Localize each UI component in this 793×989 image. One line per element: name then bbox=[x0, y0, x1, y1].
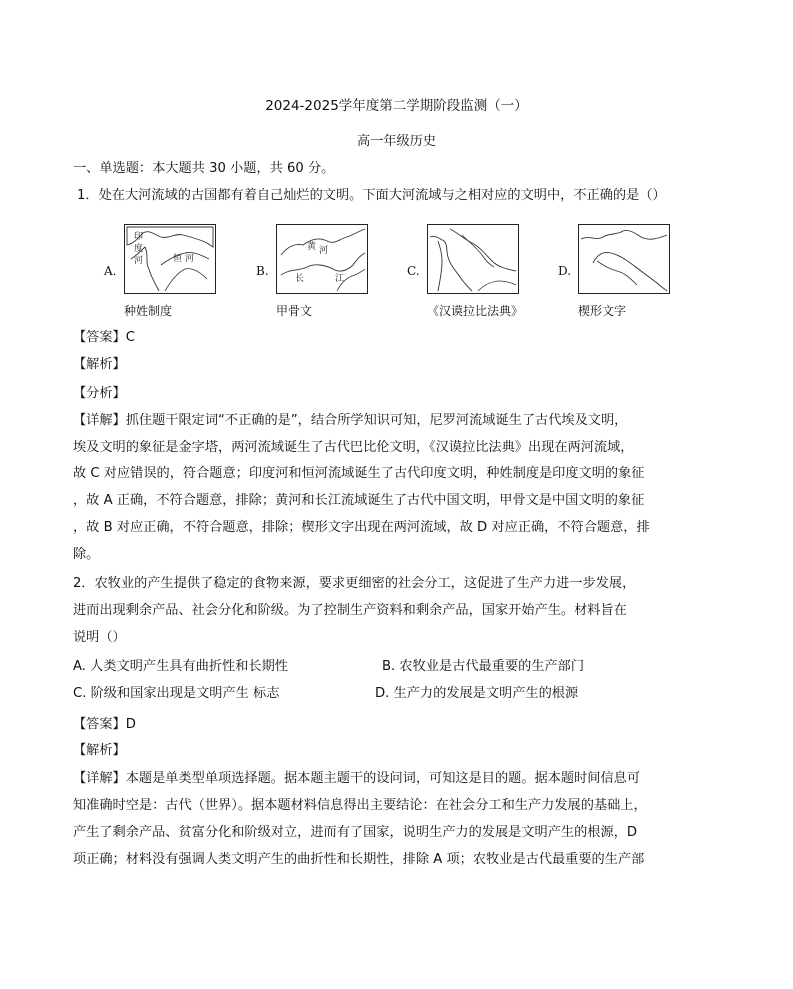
section-heading: 一、单选题：本大题共 30 小题，共 60 分。 bbox=[73, 161, 335, 176]
map-a-label-4: 恒 bbox=[173, 254, 183, 264]
map-a-label-5: 河 bbox=[185, 254, 195, 264]
q1-answer: 【答案】C bbox=[73, 330, 135, 345]
q2-detail-line-4: 项正确；材料没有强调人类文明产生的曲折性和长期性，排除 A 项；农牧业是古代最重要的生产部 bbox=[73, 852, 645, 867]
map-nile bbox=[578, 224, 670, 294]
figure-a-caption: 种姓制度 bbox=[124, 304, 173, 318]
q2-option-d: D. 生产力的发展是文明产生的根源 bbox=[375, 686, 579, 701]
q2-option-a: A. 人类文明产生具有曲折性和长期性 bbox=[73, 659, 288, 674]
q2-option-b: B. 农牧业是古代最重要的生产部门 bbox=[382, 659, 585, 674]
exam-subtitle: 高一年级历史 bbox=[356, 134, 437, 149]
map-b-label-3: 长 bbox=[295, 274, 305, 284]
q2-answer: 【答案】D bbox=[73, 717, 136, 732]
q2-detail-line-1: 【详解】本题是单类型单项选择题。据本题主题干的设问词，可知这是目的题。据本题时间信息可 bbox=[73, 771, 641, 786]
question-2-stem-line-2: 进而出现剩余产品、社会分化和阶级。为了控制生产资料和剩余产品，国家开始产生。材料旨在 bbox=[73, 603, 627, 618]
map-a-label-1: 印 bbox=[134, 232, 144, 242]
figure-d-caption: 楔形文字 bbox=[578, 304, 627, 318]
exam-title: 2024-2025学年度第二学期阶段监测（一） bbox=[265, 98, 528, 114]
q2-detail-line-2: 知准确时空是：古代（世界）。据本题材料信息得出主要结论：在社会分工和生产力发展的基础上， bbox=[73, 798, 647, 813]
q2-option-c: C. 阶级和国家出现是文明产生 标志 bbox=[73, 686, 280, 701]
map-b-label-4: 江 bbox=[335, 274, 345, 284]
q2-detail-line-3: 产生了剩余产品、贫富分化和阶级对立，进而有了国家，说明生产力的发展是文明产生的根源，D bbox=[73, 825, 638, 840]
q1-detail-line-4: ，故 A 正确，不符合题意，排除；黄河和长江流域诞生了古代中国文明，甲骨文是中国文明的象征 bbox=[73, 493, 645, 508]
map-india bbox=[124, 224, 216, 294]
q1-detail-line-2: 埃及文明的象征是金字塔，两河流域诞生了古代巴比伦文明，《汉谟拉比法典》出现在两河流域， bbox=[73, 440, 634, 455]
q1-analysis-label: 【解析】 bbox=[73, 357, 126, 372]
question-2-stem-line-1: 2．农牧业的产生提供了稳定的食物来源，要求更细密的社会分工，这促进了生产力进一步发展， bbox=[73, 576, 636, 591]
figure-c-letter: C. bbox=[407, 264, 420, 278]
figure-b-letter: B. bbox=[256, 264, 269, 278]
q2-analysis-label: 【解析】 bbox=[73, 743, 126, 758]
question-2-stem-line-3: 说明（） bbox=[73, 630, 126, 645]
map-a-label-3: 河 bbox=[134, 256, 144, 266]
q1-analysis-sub: 【分析】 bbox=[73, 386, 126, 401]
figure-c-caption: 《汉谟拉比法典》 bbox=[427, 304, 524, 318]
q1-detail-line-5: ，故 B 对应正确，不符合题意，排除；楔形文字出现在两河流域，故 D 对应正确，不符合题意，排 bbox=[73, 520, 650, 535]
q1-detail-line-1: 【详解】抓住题干限定词“不正确的是”，结合所学知识可知，尼罗河流域诞生了古代埃及文明， bbox=[73, 413, 628, 428]
map-b-label-2: 河 bbox=[319, 246, 329, 256]
map-mesopotamia bbox=[427, 224, 519, 294]
map-b-label-1: 黄 bbox=[307, 242, 317, 252]
figure-b-caption: 甲骨文 bbox=[276, 304, 313, 318]
figure-d-letter: D. bbox=[558, 264, 572, 278]
map-china bbox=[276, 224, 368, 294]
question-1-stem: 1．处在大河流域的古国都有着自己灿烂的文明。下面大河流域与之相对应的文明中，不正确的是（） bbox=[77, 188, 666, 203]
q1-detail-line-3: 故 C 对应错误的，符合题意；印度河和恒河流域诞生了古代印度文明，种姓制度是印度文明的象征 bbox=[73, 466, 645, 481]
figure-a-letter: A. bbox=[104, 264, 117, 278]
map-a-label-2: 度 bbox=[134, 244, 144, 254]
q1-detail-line-6: 除。 bbox=[73, 547, 100, 562]
